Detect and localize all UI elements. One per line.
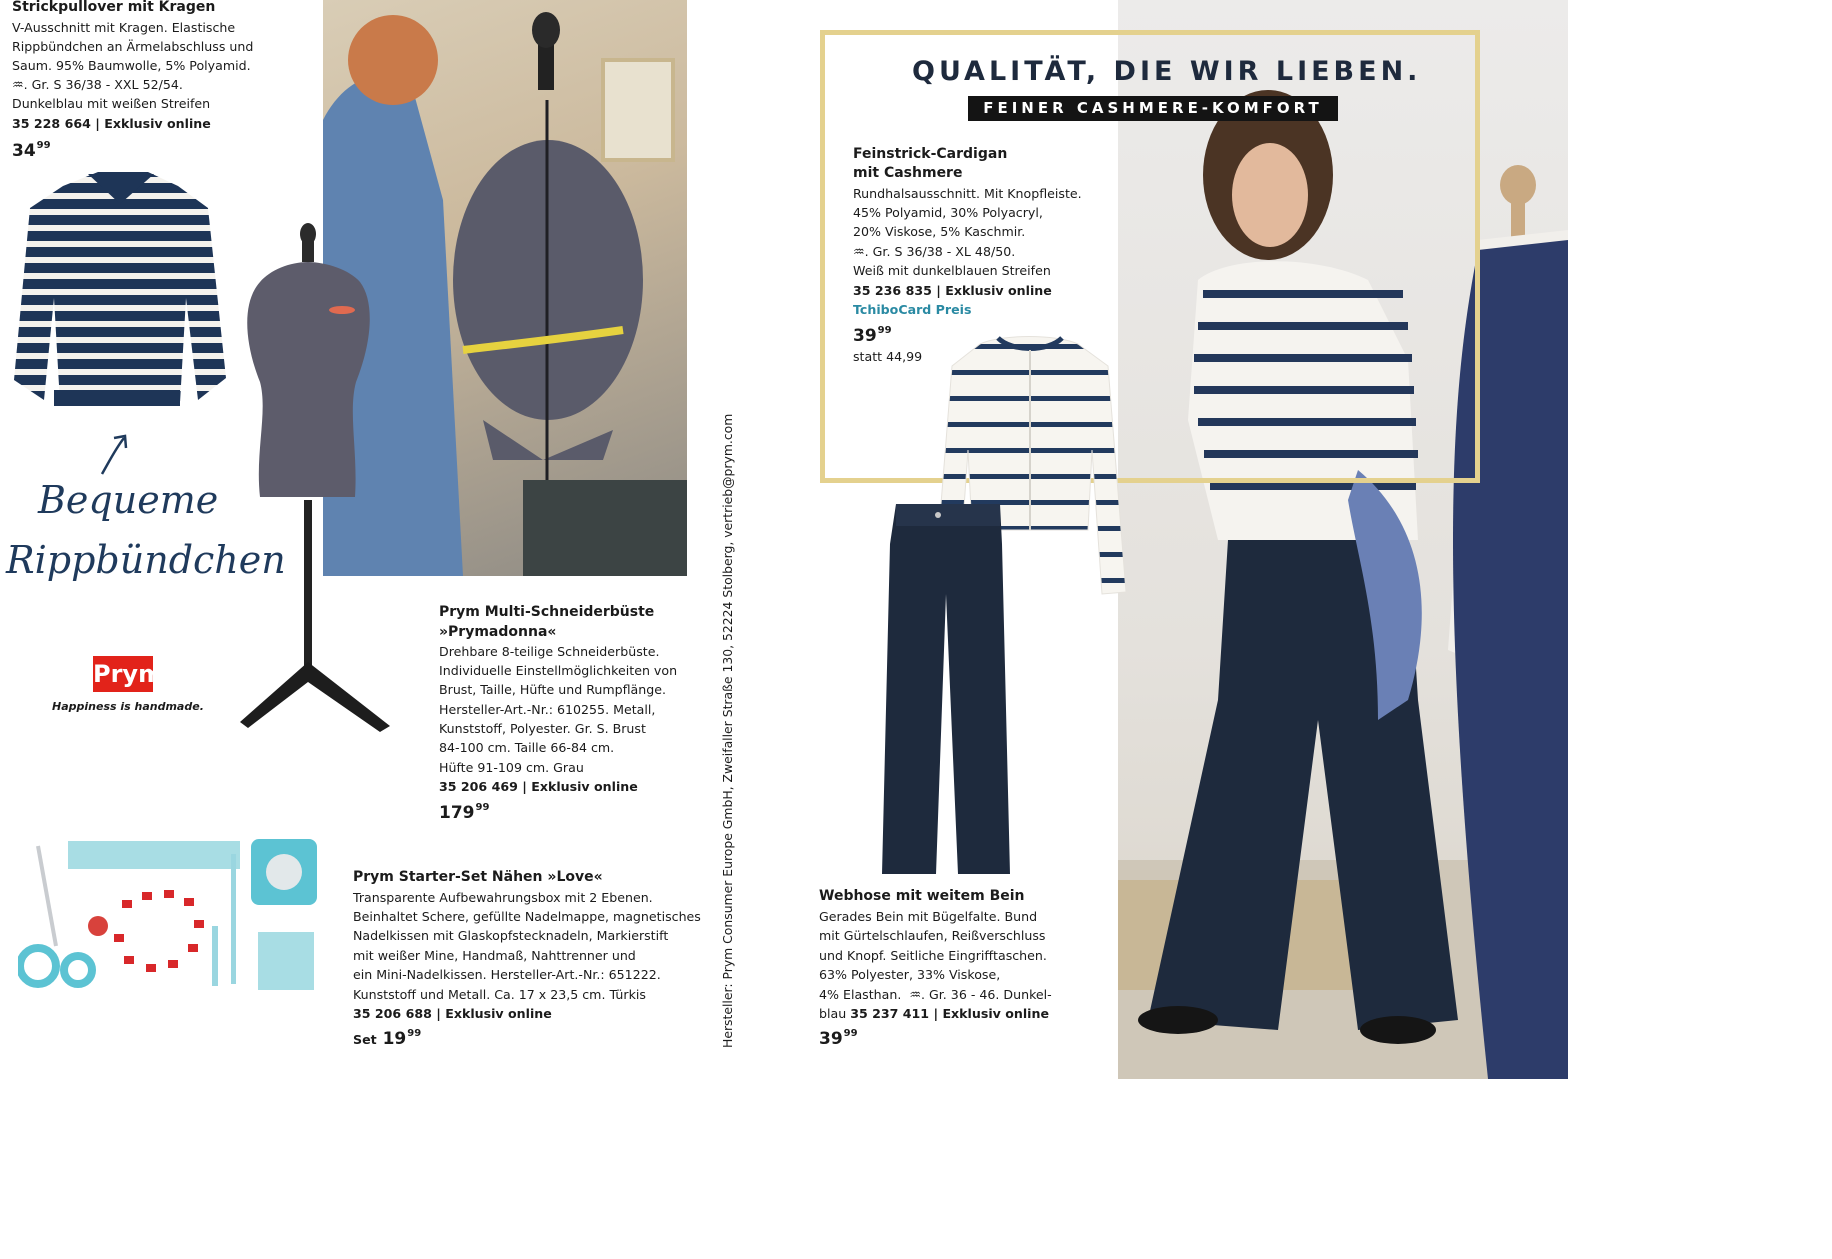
wash-symbol-icon: ♒ (12, 78, 24, 93)
dressform-line-7: Hüfte 91-109 cm. Grau (439, 760, 584, 775)
trousers-line-1: Gerades Bein mit Bügelfalte. Bund (819, 909, 1038, 924)
dressform-line-3: Brust, Taille, Hüfte und Rumpflänge. (439, 682, 666, 697)
script-line-1: Bequeme (38, 478, 219, 522)
dressform-line-4: Hersteller-Art.-Nr.: 610255. Metall, (439, 702, 656, 717)
subheadline: FEINER CASHMERE-KOMFORT (968, 96, 1338, 121)
cardigan-old-price: statt 44,99 (853, 349, 923, 364)
starter-line-3: Nadelkissen mit Glaskopfstecknadeln, Markierstift (353, 928, 669, 943)
cardigan-title-1: Feinstrick-Cardigan (853, 146, 1008, 162)
wash-symbol-icon: ♒ (909, 988, 922, 1003)
pullover-line-2: Rippbündchen an Ärmelabschluss und (12, 39, 254, 54)
cardigan-article: 35 236 835 | Exklusiv online (853, 283, 1052, 298)
starter-line-4: mit weißer Mine, Handmaß, Nahttrenner und (353, 948, 636, 963)
starter-price: Set $19^{99}$ (353, 1028, 422, 1049)
trousers-price: $39^{99}$ (819, 1028, 858, 1049)
dressform-image (230, 222, 415, 752)
dressform-line-5: Kunststoff, Polyester. Gr. S. Brust (439, 721, 646, 736)
trousers-image (880, 504, 1012, 876)
manufacturer-info: Hersteller: Prym Consumer Europe GmbH, Zweifaller Straße 130, 52224 Stolberg, vertrieb@prym.com (720, 413, 735, 1048)
dressform-article: 35 206 469 | Exklusiv online (439, 779, 638, 794)
dressform-line-2: Individuelle Einstellmöglichkeiten von (439, 663, 678, 678)
arrow-up-icon (96, 430, 136, 484)
pullover-image (8, 168, 230, 418)
starter-line-5: ein Mini-Nadelkissen. Hersteller-Art.-Nr.: 651222. (353, 967, 661, 982)
trousers-line-3: und Knopf. Seitliche Eingrifftaschen. (819, 948, 1047, 963)
pullover-color: Dunkelblau mit weißen Streifen (12, 96, 211, 111)
starter-title: Prym Starter-Set Nähen »Love« (353, 869, 603, 885)
cardigan-line-2: 45% Polyamid, 30% Polyacryl, (853, 205, 1043, 220)
trousers-article-line: blau 35 237 411 | Exklusiv online (819, 1006, 1049, 1021)
dressform-line-1: Drehbare 8-teilige Schneiderbüste. (439, 644, 660, 659)
starter-set-image (18, 836, 323, 996)
script-line-2: Rippbündchen (6, 538, 286, 582)
cardigan-price: $39^{99}$ (853, 325, 892, 346)
trousers-title: Webhose mit weitem Bein (819, 888, 1025, 904)
pullover-article: 35 228 664 | Exklusiv online (12, 116, 211, 131)
dressform-line-6: 84-100 cm. Taille 66-84 cm. (439, 740, 615, 755)
prym-logo: Prym (93, 656, 153, 692)
pullover-price: $34^{99}$ (12, 140, 51, 161)
pullover-title: Strickpullover mit Kragen (12, 0, 216, 15)
pullover-line-3: Saum. 95% Baumwolle, 5% Polyamid. (12, 58, 251, 73)
starter-line-6: Kunststoff und Metall. Ca. 17 x 23,5 cm. Türkis (353, 987, 646, 1002)
trousers-line-4: 63% Polyester, 33% Viskose, (819, 967, 1001, 982)
cardigan-line-3: 20% Viskose, 5% Kaschmir. (853, 224, 1026, 239)
headline: QUALITÄT, DIE WIR LIEBEN. (912, 56, 1422, 87)
pullover-size-line: ♒. Gr. S 36/38 - XXL 52/54. (12, 77, 183, 93)
cardigan-line-1: Rundhalsausschnitt. Mit Knopfleiste. (853, 186, 1082, 201)
cardigan-size-line: ♒. Gr. S 36/38 - XL 48/50. (853, 244, 1016, 260)
tchibocard-label: TchiboCard Preis (853, 302, 972, 317)
dressform-title-1: Prym Multi-Schneiderbüste (439, 604, 655, 620)
starter-article: 35 206 688 | Exklusiv online (353, 1006, 552, 1021)
dressform-title-2: »Prymadonna« (439, 624, 557, 640)
wash-symbol-icon: ♒ (853, 245, 865, 260)
pullover-line-1: V-Ausschnitt mit Kragen. Elastische (12, 20, 236, 35)
cardigan-color: Weiß mit dunkelblauen Streifen (853, 263, 1051, 278)
cardigan-title-2: mit Cashmere (853, 165, 963, 181)
starter-line-1: Transparente Aufbewahrungsbox mit 2 Ebenen. (353, 890, 653, 905)
starter-line-2: Beinhaltet Schere, gefüllte Nadelmappe, magnetisches (353, 909, 701, 924)
dressform-price: $179^{99}$ (439, 802, 490, 823)
prym-tagline: Happiness is handmade. (52, 700, 204, 713)
trousers-size-line: 4% Elasthan. ♒. Gr. 36 - 46. Dunkel- (819, 987, 1052, 1003)
trousers-line-2: mit Gürtelschlaufen, Reißverschluss (819, 928, 1046, 943)
